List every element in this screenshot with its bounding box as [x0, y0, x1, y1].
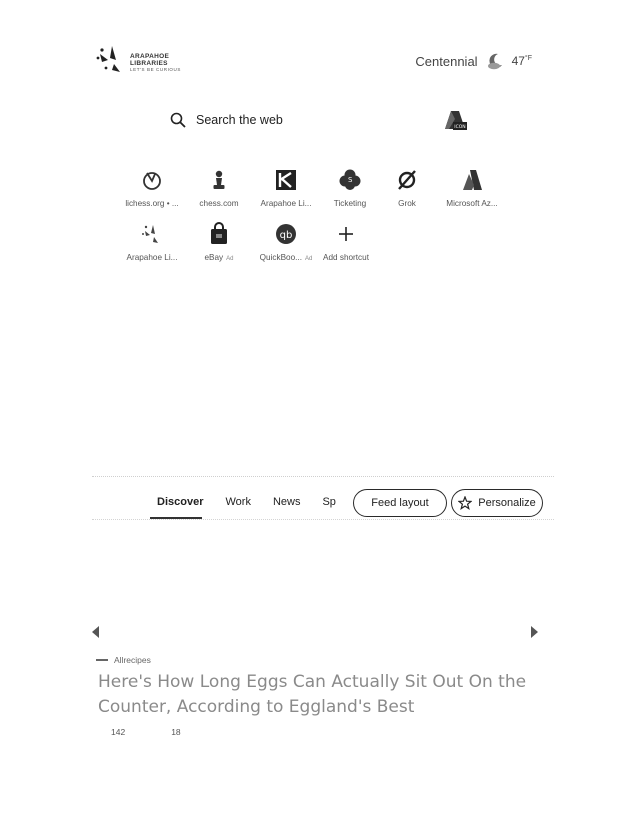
personalize-label: Personalize [478, 497, 536, 509]
carousel-next-button[interactable] [531, 626, 538, 638]
arapahoe-logo-icon [140, 222, 164, 246]
feed-divider-top [92, 476, 554, 478]
shortcut-lichess[interactable]: lichess.org • ... [116, 168, 188, 214]
feed-tabs [157, 490, 358, 514]
carousel-prev-button[interactable] [92, 626, 99, 638]
article-headline[interactable]: Here's How Long Eggs Can Actually Sit Out On the Counter, According to Eggland's Best [98, 672, 527, 717]
library-logo[interactable] [94, 42, 184, 78]
shortcut-arapahoe-1[interactable]: Arapahoe Li... [250, 168, 322, 214]
shortcut-ticketing[interactable]: S Ticketing [314, 168, 386, 214]
copilot-icon [441, 107, 469, 133]
tab-news[interactable]: News [272, 496, 301, 508]
azure-icon [460, 168, 484, 192]
search-icon [170, 112, 186, 128]
copilot-badge: ICON [454, 125, 466, 130]
ad-badge: Ad [226, 256, 234, 262]
moon-cloud-icon [486, 52, 504, 70]
shortcut-chess-com[interactable]: chess.com [183, 168, 255, 214]
plus-icon [334, 222, 358, 246]
chess-pawn-icon [207, 168, 231, 192]
search-placeholder: Search the web [196, 113, 283, 127]
like-count[interactable]: 142 [111, 727, 126, 737]
add-shortcut-button[interactable]: Add shortcut [310, 222, 382, 268]
shortcut-arapahoe-2[interactable]: Arapahoe Li... [116, 222, 188, 268]
ebay-bag-icon [207, 222, 231, 246]
ad-badge: Ad [304, 256, 313, 262]
ticketing-icon [338, 168, 362, 192]
comment-count[interactable]: 18 [171, 727, 181, 737]
tab-discover[interactable]: Discover [157, 496, 204, 508]
article-stats [111, 727, 181, 737]
logo-text-line3: LET'S BE CURIOUS [130, 67, 181, 72]
lichess-icon [140, 168, 164, 192]
svg-text:qb: qb [279, 230, 293, 241]
tab-work[interactable]: Work [225, 496, 251, 508]
article-source[interactable] [96, 655, 151, 665]
logo-text-line1: ARAPAHOE [130, 53, 170, 60]
sparkle-star-icon [458, 496, 472, 510]
logo-mark-icon [94, 42, 128, 76]
shortcut-quickbooks[interactable]: qb QuickBoo... Ad [250, 222, 322, 268]
tab-sports[interactable]: Sp [322, 496, 336, 508]
weather-city: Centennial [415, 53, 478, 69]
shortcut-ebay[interactable]: eBay Ad [183, 222, 255, 268]
feed-divider [92, 519, 554, 520]
logo-text-line2: LIBRARIES [130, 59, 168, 67]
shortcut-microsoft-azure[interactable]: Microsoft Az... [436, 168, 508, 214]
weather-widget[interactable] [415, 50, 532, 72]
personalize-button[interactable] [451, 489, 543, 517]
source-logo-icon [96, 659, 108, 661]
weather-temp: $47^{^\circ F}$ [511, 54, 532, 68]
copilot-button[interactable] [441, 107, 469, 133]
feed-layout-button[interactable] [353, 489, 447, 517]
source-name: Allrecipes [114, 655, 151, 665]
svg-text:S: S [348, 176, 353, 184]
arapahoe-k-icon [274, 168, 298, 192]
grok-icon [395, 168, 419, 192]
feed-layout-label: Feed layout [371, 497, 429, 509]
shortcut-grok[interactable]: Grok [371, 168, 443, 214]
search-box[interactable] [170, 108, 370, 132]
quickbooks-icon [274, 222, 298, 246]
